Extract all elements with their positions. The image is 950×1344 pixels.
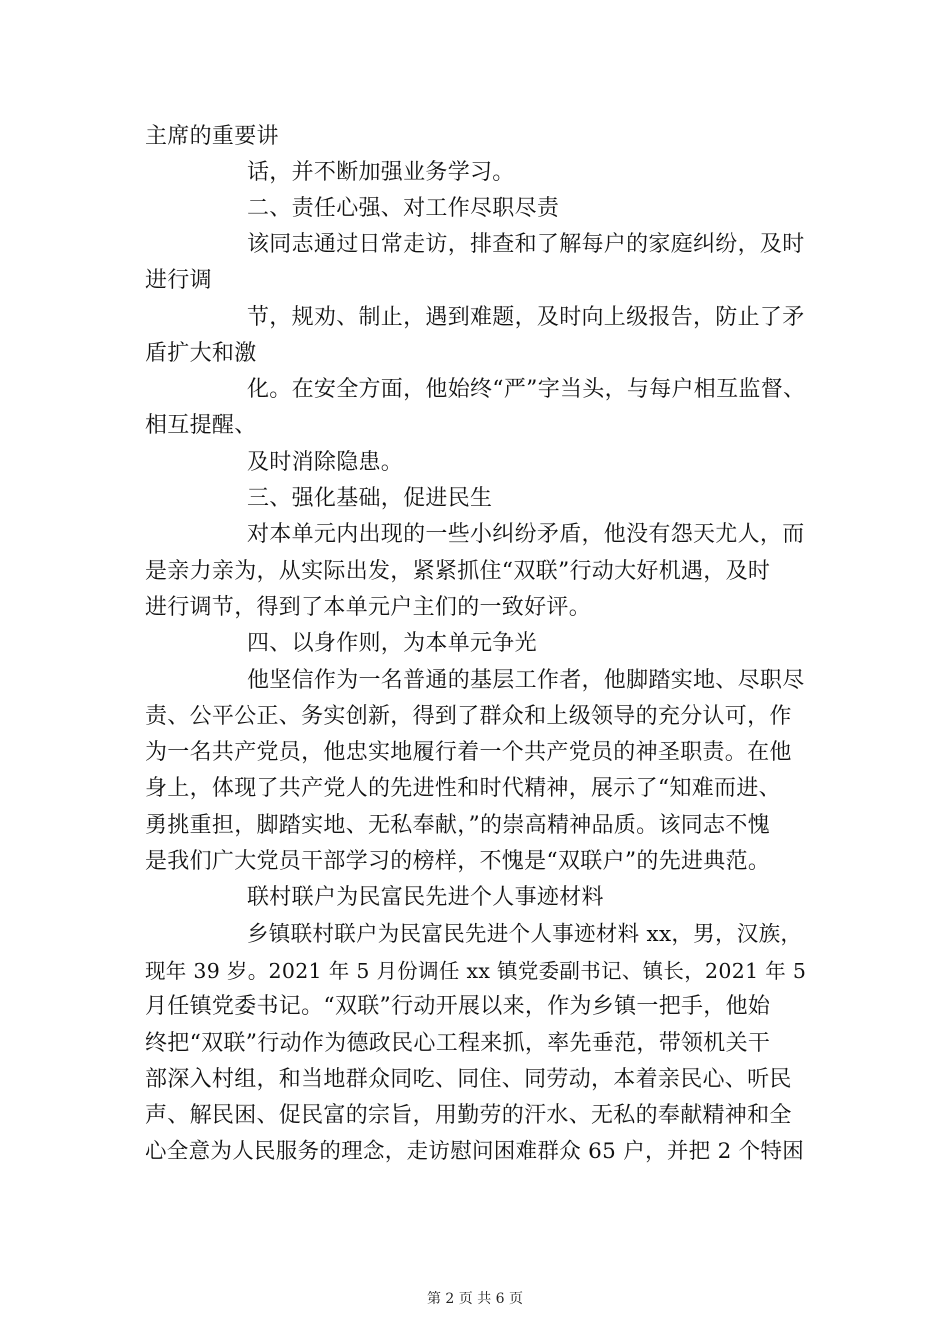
text-line: 是亲力亲为，从实际出发，紧紧抓住“双联”行动大好机遇，及时	[145, 559, 771, 584]
text-line: 现年 39 岁。2021 年 5 月份调任 xx 镇党委副书记、镇长，2021 年 5	[145, 959, 807, 983]
section-heading: 四、以身作则，为本单元争光	[247, 631, 537, 656]
text-line: 乡镇联村联户为民富民先进个人事迹材料 xx，男，汉族，	[247, 922, 803, 947]
text-line: 话，并不断加强业务学习。	[247, 160, 515, 185]
text-line: 及时消除隐患。	[247, 450, 404, 475]
section-heading: 二、责任心强、对工作尽职尽责	[247, 196, 560, 221]
text-line: 进行调节，得到了本单元户主们的一致好评。	[145, 595, 592, 620]
article-title: 联村联户为民富民先进个人事迹材料	[247, 885, 604, 910]
text-line: 他坚信作为一名普通的基层工作者，他脚踏实地、尽职尽	[247, 668, 805, 693]
text-line: 为一名共产党员，他忠实地履行着一个共产党员的神圣职责。在他	[145, 740, 792, 765]
text-line: 节，规劝、制止，遇到难题，及时向上级报告，防止了矛	[247, 305, 805, 330]
text-line: 声、解民困、促民富的宗旨，用勤劳的汗水、无私的奉献精神和全	[145, 1103, 792, 1128]
text-line: 主席的重要讲	[145, 124, 279, 149]
page-number-footer: 第 2 页 共 6 页	[426, 1291, 524, 1307]
text-line: 心全意为人民服务的理念，走访慰问困难群众 65 户，并把 2 个特困	[145, 1139, 805, 1164]
text-line: 进行调	[145, 268, 212, 293]
text-line: 月任镇党委书记。“双联”行动开展以来，作为乡镇一把手，他始	[145, 994, 771, 1019]
text-line: 终把“双联”行动作为德政民心工程来抓，率先垂范，带领机关干	[145, 1031, 771, 1056]
text-line: 相互提醒、	[145, 413, 257, 438]
text-line: 化。在安全方面，他始终“严”字当头，与每户相互监督、	[247, 377, 806, 402]
text-line: 对本单元内出现的一些小纠纷矛盾，他没有怨天尤人，而	[247, 522, 805, 547]
text-line: 勇挑重担，脚踏实地、无私奉献，”的崇高精神品质。该同志不愧	[145, 813, 770, 838]
text-line: 是我们广大党员干部学习的榜样，不愧是“双联户”的先进典范。	[145, 849, 771, 874]
text-line: 该同志通过日常走访，排查和了解每户的家庭纠纷，及时	[247, 232, 805, 257]
text-line: 责、公平公正、务实创新，得到了群众和上级领导的充分认可，作	[145, 704, 792, 729]
text-line: 身上，体现了共产党人的先进性和时代精神，展示了“知难而进、	[145, 776, 781, 801]
text-line: 部深入村组，和当地群众同吃、同住、同劳动，本着亲民心、听民	[145, 1067, 792, 1092]
section-heading: 三、强化基础，促进民生	[247, 486, 493, 511]
text-line: 盾扩大和激	[145, 341, 257, 366]
